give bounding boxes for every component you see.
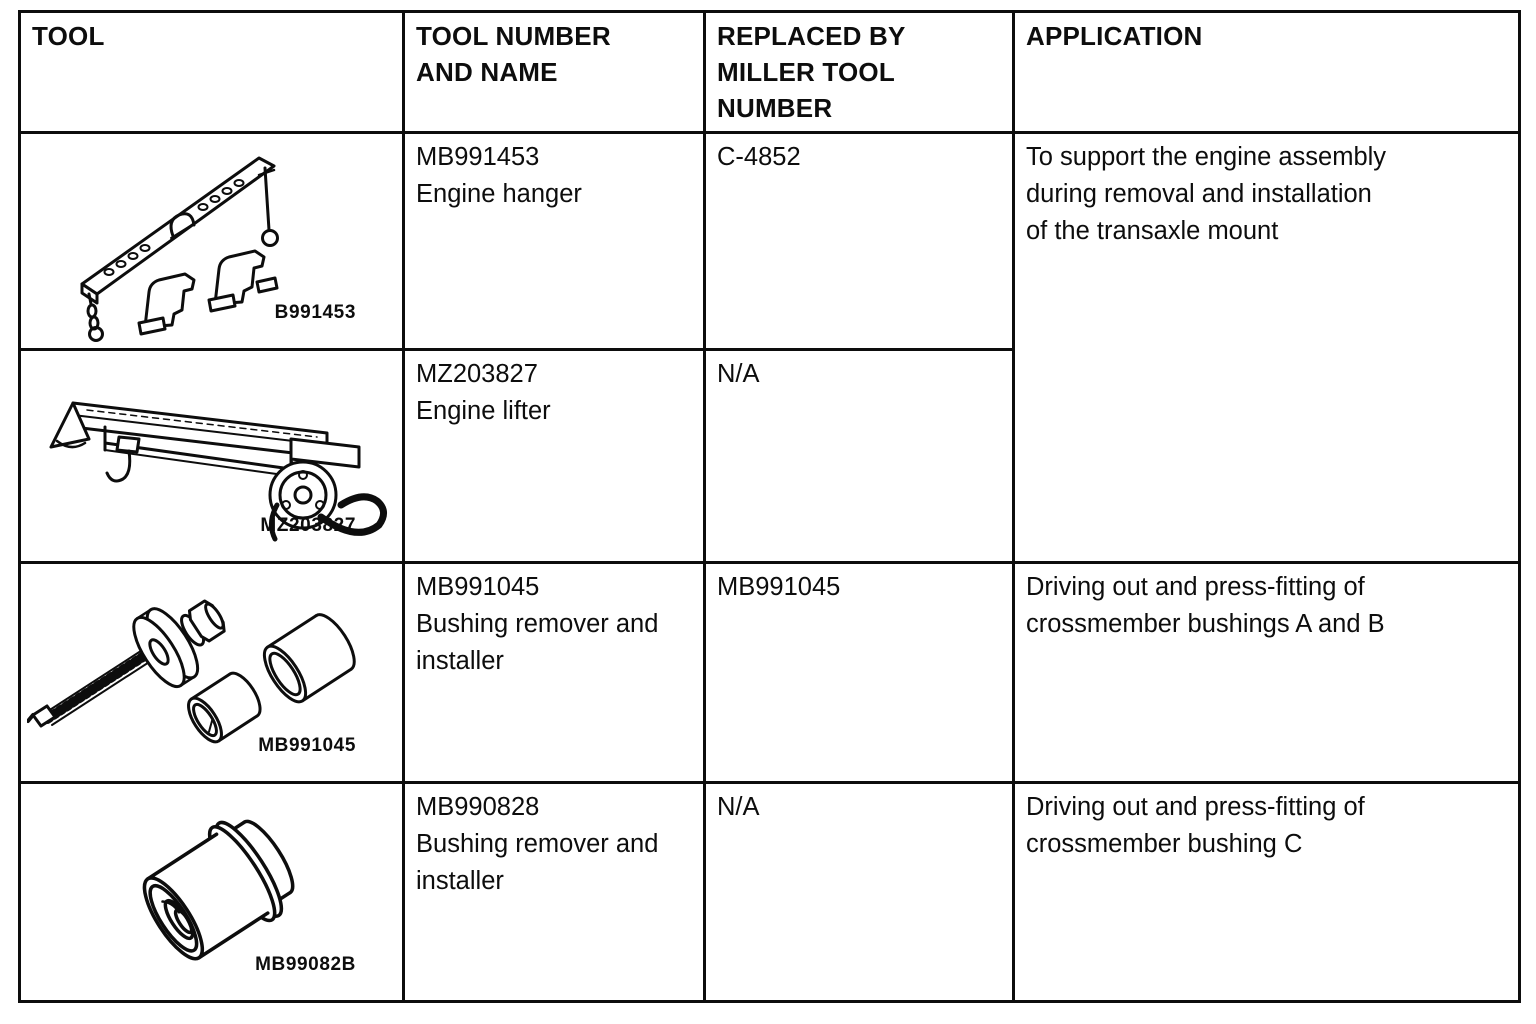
replaced-by-value: C-4852 <box>717 143 801 171</box>
tool-name: installer <box>416 867 504 895</box>
col-header-tool-number-and-name <box>404 12 705 133</box>
replaced-by-cell <box>705 350 1014 563</box>
tool-number-cell <box>404 563 705 783</box>
tool-number-cell <box>404 350 705 563</box>
col-header-tool <box>20 12 404 133</box>
tool-figure-cell <box>20 783 404 1002</box>
tool-name: Bushing remover and <box>416 830 659 858</box>
application-cell <box>1014 783 1520 1002</box>
tool-name: Engine hanger <box>416 180 582 208</box>
table-row <box>20 563 1520 783</box>
application-line: crossmember bushing C <box>1026 830 1303 858</box>
table-row <box>20 133 1520 350</box>
header-line: TOOL NUMBER <box>416 21 611 51</box>
tool-number: MB991045 <box>416 573 540 601</box>
table-row <box>20 783 1520 1002</box>
application-line: Driving out and press-fitting of <box>1026 573 1365 601</box>
tool-number: MZ203827 <box>416 360 538 388</box>
application-line: during removal and installation <box>1026 180 1372 208</box>
tool-name: Engine lifter <box>416 397 551 425</box>
application-line: crossmember bushings A and B <box>1026 610 1385 638</box>
header-row <box>20 12 1520 133</box>
header-line: APPLICATION <box>1026 21 1203 51</box>
replaced-by-cell <box>705 783 1014 1002</box>
tool-figure-cell <box>20 133 404 350</box>
figure-label: MZ203827 <box>260 515 356 536</box>
tool-number-cell <box>404 783 705 1002</box>
application-line: To support the engine assembly <box>1026 143 1387 171</box>
figure-label: MB99082B <box>255 954 356 975</box>
header-line: AND NAME <box>416 57 558 87</box>
tool-name: Bushing remover and <box>416 610 659 638</box>
header-line: MILLER TOOL <box>717 57 895 87</box>
col-header-replaced-by-miller-tool-number <box>705 12 1014 133</box>
replaced-by-cell <box>705 563 1014 783</box>
tool-figure-cell <box>20 350 404 563</box>
tool-name: installer <box>416 647 504 675</box>
replaced-by-value: N/A <box>717 793 760 821</box>
col-header-application <box>1014 12 1520 133</box>
application-cell <box>1014 563 1520 783</box>
application-cell <box>1014 133 1520 563</box>
replaced-by-value: MB991045 <box>717 573 841 601</box>
special-tools-table <box>18 10 1521 1003</box>
header-line: REPLACED BY <box>717 21 906 51</box>
header-line: TOOL <box>32 21 105 51</box>
header-line: NUMBER <box>717 93 833 123</box>
application-line: Driving out and press-fitting of <box>1026 793 1365 821</box>
application-line: of the transaxle mount <box>1026 217 1279 245</box>
figure-label: MB991045 <box>258 735 356 756</box>
replaced-by-cell <box>705 133 1014 350</box>
tool-number: MB991453 <box>416 143 540 171</box>
replaced-by-value: N/A <box>717 360 760 388</box>
figure-label: B991453 <box>274 302 356 323</box>
tool-number-cell <box>404 133 705 350</box>
tool-figure-cell <box>20 563 404 783</box>
tool-number: MB990828 <box>416 793 540 821</box>
